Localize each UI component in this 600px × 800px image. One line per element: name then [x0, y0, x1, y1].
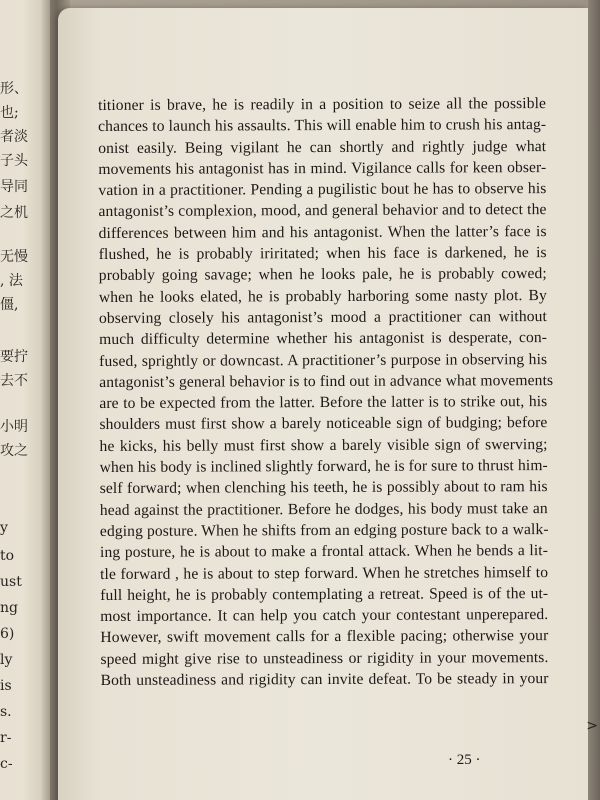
- page-number: · 25 ·: [448, 752, 481, 768]
- left-page-fragment: 之机: [0, 205, 28, 221]
- left-page-fragment: s.: [0, 704, 12, 720]
- text-line: titioner is brave, he is readily in a position to seize all the possible: [98, 95, 547, 114]
- left-page-fragment: 小明: [0, 419, 28, 435]
- text-line: head against the practitioner. Before he dodges, his body must take an: [99, 499, 548, 519]
- text-line: differences between him and his antagonist. When the latter’s face is: [98, 222, 547, 242]
- text-line: tle forward , he is about to step forward. When he stretches himself to: [100, 563, 549, 583]
- text-line: probably going savage; when he looks pale, he is probably cowed;: [98, 265, 547, 285]
- text-line: when his body is inclined slightly forward, he is for sure to thrust him-: [99, 457, 548, 477]
- text-line: vation in a practitioner. Pending a pugilistic bout he has to observe his: [98, 180, 547, 200]
- text-line: are to be expected from the latter. Before the latter is to strike out, his: [99, 393, 548, 413]
- left-page-fragment: 导同: [0, 179, 28, 195]
- text-line: when he looks elated, he is probably harboring some nasty plot. By: [98, 286, 547, 306]
- left-page-fragment: 僵,: [0, 297, 19, 313]
- left-page-fragment: 去不: [0, 373, 28, 389]
- right-edge-strip: [588, 0, 600, 800]
- left-page-fragment: 者淡: [0, 129, 28, 145]
- text-line: fused, sprightly or downcast. A practitioner’s purpose in observing his: [99, 350, 548, 370]
- left-page-fragment: ly: [0, 652, 13, 668]
- text-line: full height, he is probably contemplating a retreat. Speed is of the ut-: [100, 584, 549, 604]
- left-page-fragment: c-: [0, 756, 13, 772]
- left-page-fragment: ng: [0, 600, 18, 616]
- left-page-fragment: 也;: [0, 105, 19, 121]
- left-page-fragment: , 法: [0, 273, 23, 289]
- text-line: However, swift movement calls for a flexible pacing; otherwise your: [100, 627, 549, 647]
- text-line: speed might give rise to unsteadiness or rigidity in your movements.: [100, 648, 549, 668]
- left-page-fragment: is: [0, 678, 12, 694]
- text-line: flushed, he is probably iriritated; when his face is darkened, he is: [98, 244, 547, 264]
- left-page-fragment: 形、: [0, 81, 28, 97]
- left-page-fragment: ust: [0, 574, 22, 590]
- text-line: chances to launch his assaults. This will enable him to crush his antag-: [98, 116, 547, 136]
- text-line: self forward; when clenching his teeth, he is possibly about to ram his: [99, 478, 548, 498]
- chevron-right-icon: >: [586, 718, 598, 734]
- left-page-fragment: y: [0, 520, 8, 536]
- text-line: observing closely his antagonist’s mood a practitioner can without: [98, 308, 548, 327]
- text-line: much difficulty determine whether his antagonist is desperate, con-: [99, 329, 548, 349]
- text-line: most importance. It can help you catch your contestant unperepared.: [100, 606, 549, 626]
- left-page-fragment: 子头: [0, 153, 28, 169]
- text-line: movements his antagonist has in mind. Vigilance calls for keen obser-: [98, 158, 547, 178]
- left-page-fragment: 要拧: [0, 349, 28, 365]
- left-page-fragment: 攻之: [0, 443, 28, 459]
- left-page-fragment: to: [0, 548, 15, 564]
- left-page-fragment: r-: [0, 730, 12, 746]
- text-line: onist easily. Being vigilant he can shortly and rightly judge what: [98, 137, 547, 157]
- text-line: shoulders must first show a barely noticeable sign of budging; before: [99, 414, 548, 434]
- text-line: edging posture. When he shifts from an edging posture back to a walk-: [99, 520, 549, 540]
- text-line: Both unsteadiness and rigidity can invite defeat. To be steady in your: [100, 670, 549, 690]
- body-text: [98, 93, 554, 691]
- text-line: he kicks, his belly must first show a barely visible sign of swerving;: [99, 435, 548, 455]
- text-line: ing posture, he is about to make a frontal attack. When he bends a lit-: [99, 542, 549, 562]
- text-line: antagonist’s general behavior is to find out in advance what movements: [99, 371, 554, 391]
- text-line: antagonist’s complexion, mood, and general behavior and to detect the: [98, 201, 547, 221]
- left-page-fragment: 无慢: [0, 249, 28, 265]
- left-page-fragment: 6): [0, 626, 15, 642]
